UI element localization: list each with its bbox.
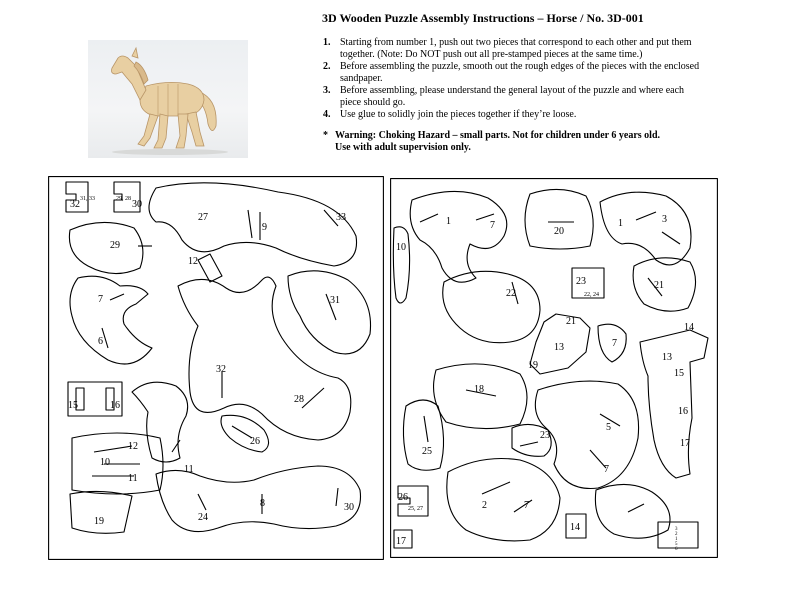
piece-label: 17 <box>680 438 690 449</box>
piece-27-9-33 <box>149 183 357 266</box>
instruction-list <box>323 37 703 122</box>
piece-label: 25 <box>422 446 432 457</box>
piece-label: 15 <box>68 400 78 411</box>
piece-label: 5 <box>606 422 611 433</box>
piece-label: 26 <box>250 436 260 447</box>
right-puzzle-sheet <box>390 178 718 558</box>
piece-label: 6 <box>98 336 103 347</box>
piece-label: 31 <box>330 295 340 306</box>
piece-17-curve <box>595 484 670 538</box>
piece-label: 3 <box>662 214 667 225</box>
piece-label: 29 <box>110 240 120 251</box>
piece-label: 14 <box>684 322 694 333</box>
piece-label: 32 <box>216 364 226 375</box>
piece-label: 21 <box>654 280 664 291</box>
piece-label: 9 <box>262 222 267 233</box>
piece-19 <box>70 491 132 533</box>
piece-label: 13 <box>662 352 672 363</box>
piece-label: 7 <box>612 338 617 349</box>
piece-label: 22, 24 <box>584 292 599 298</box>
assembled-horse-photo <box>88 40 248 158</box>
piece-label: 23 <box>576 276 586 287</box>
piece-2-7 <box>447 459 560 541</box>
piece-label: 13 <box>554 342 564 353</box>
piece-label: 31, 33 <box>80 196 95 202</box>
piece-label: 10 <box>396 242 406 253</box>
piece-label: 18 <box>474 384 484 395</box>
legend-box <box>658 522 698 548</box>
piece-31 <box>288 271 371 354</box>
piece-label: 22 <box>506 288 516 299</box>
piece-label: 7 <box>490 220 495 231</box>
piece-label: 30 <box>344 502 354 513</box>
piece-label: 12 <box>188 256 198 267</box>
piece-label: 16 <box>110 400 120 411</box>
piece-label: 33 <box>336 212 346 223</box>
piece-label: 30 <box>132 199 142 210</box>
piece-5-7 <box>535 381 638 488</box>
piece-label: 32 <box>70 199 80 210</box>
piece-label: 19 <box>94 516 104 527</box>
piece-label: 7 <box>604 464 609 475</box>
piece-label: 24 <box>198 512 208 523</box>
piece-label: 11 <box>184 464 194 475</box>
instruction-step: 1. Starting from number 1, push out two pieces that correspond to each other and put them together. (Note: Do NOT push out all pre-stamped pieces at the same time.) <box>323 37 692 60</box>
piece-label: 28 <box>294 394 304 405</box>
piece-1-7 <box>410 191 507 282</box>
piece-label: 12 <box>128 441 138 452</box>
piece-label: 26 <box>398 492 408 503</box>
piece-label: 8 <box>260 498 265 509</box>
piece-29 <box>69 222 143 273</box>
piece-18 <box>434 364 527 429</box>
legend-number: 3 <box>675 527 678 532</box>
piece-label: 25, 27 <box>408 506 423 512</box>
piece-label: 7 <box>98 294 103 305</box>
piece-21 <box>633 258 695 311</box>
piece-label: 23 <box>540 430 550 441</box>
piece-label: 14 <box>570 522 580 533</box>
piece-8-30-24 <box>156 466 361 532</box>
legend-number: 1 <box>675 537 678 542</box>
left-puzzle-sheet <box>48 176 384 560</box>
piece-label: 15 <box>674 368 684 379</box>
page-title: 3D Wooden Puzzle Assembly Instructions – Horse / No. 3D-001 <box>322 11 644 25</box>
piece-11 <box>132 382 188 462</box>
piece-label: 1 <box>446 216 451 227</box>
instruction-step: 3. Before assembling, please understand the general layout of the puzzle and where each piece should go. <box>323 85 685 108</box>
piece-label: 1 <box>618 218 623 229</box>
piece-label: 16 <box>678 406 688 417</box>
piece-label: 17 <box>396 536 406 547</box>
piece-20 <box>525 189 593 249</box>
piece-label: 20 <box>554 226 564 237</box>
piece-label: 11 <box>128 473 138 484</box>
choking-hazard-warning: * Warning: Choking Hazard – small parts. Not for children under 6 years old. Use with adult supervision only. <box>323 130 661 153</box>
legend-number: 2 <box>675 532 678 537</box>
piece-1-3 <box>600 192 691 265</box>
legend-number: 5 <box>675 542 678 547</box>
piece-10 <box>393 227 409 303</box>
piece-label: 29, 28 <box>116 196 131 202</box>
instruction-step: 2. Before assembling the puzzle, smooth out the rough edges of the pieces with the enclosed sandpaper. <box>323 61 700 84</box>
piece-label: 7 <box>524 500 529 511</box>
instruction-step: 4. Use glue to solidly join the pieces together if they’re loose. <box>323 109 577 120</box>
piece-label: 10 <box>100 457 110 468</box>
piece-14-17-strip <box>640 330 708 478</box>
piece-label: 2 <box>482 500 487 511</box>
piece-label: 27 <box>198 212 208 223</box>
piece-12 <box>198 254 222 282</box>
piece-32-28 <box>178 277 351 440</box>
piece-label: 19 <box>528 360 538 371</box>
piece-label: 21 <box>566 316 576 327</box>
legend-number: 6 <box>675 547 678 552</box>
piece-6-7 <box>70 276 152 364</box>
piece-25 <box>403 400 443 470</box>
